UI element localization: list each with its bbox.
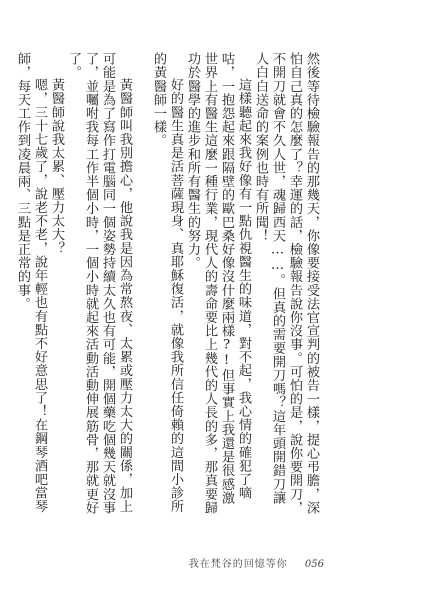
paragraph-3: 好的醫生真是活菩薩現身、真耶穌復活，就像我所信任倚賴的這間小診所的黃醫師一樣。 xyxy=(151,52,183,514)
paragraph-4: 黃醫師叫我別擔心，他說我是因為常熬夜、太累或壓力太大的關係，加上可能是為了寫作打電腦同一個姿勢持續太久也有可能，開個藥吃個幾天就沒事了，並囑咐我每工作半個小時，一個小時就起來活動活動伸展筋骨，那就更好了。 xyxy=(66,52,132,515)
paragraph-2: 這樣聽起來我好像有一點仇視醫生的味道，對不起，我心情的確犯了嘀咕，一抱怨起來跟隔壁的歐巴桑好像沒什麼兩樣?!但事實上我還是很感激世界上有醫生這麼一種行業，現代人的壽命要比上幾代的人長的多，那真要歸功於醫學的進步和所有醫生的努力。 xyxy=(185,52,251,515)
page-footer xyxy=(189,555,324,570)
body-text xyxy=(14,52,320,516)
running-title: 我在梵谷的回憶等你 xyxy=(188,559,288,570)
paragraph-1: 然後等待檢驗報告的那幾天，你像要接受法官宣判的被告一樣，提心弔膽，深怕自己真的怎麼了？幸運的話，檢驗報告說你沒事。可怕的是，說你要開刀，不開刀就會不久人世，魂歸西天……。但真的需要開刀嗎？這年頭開錯刀讓人白白送命的案例也時有所聞！ xyxy=(253,52,319,515)
paragraph-6: 嗯，三十七歲了，說老不老，說年輕也有點不好意思了！在鋼琴酒吧當琴師，每天工作到凌晨兩、三點是正常的事。 xyxy=(15,52,47,514)
paragraph-5: 黃醫師說我太累、壓力太大？ xyxy=(49,78,64,256)
page-number: 056 xyxy=(304,559,324,570)
